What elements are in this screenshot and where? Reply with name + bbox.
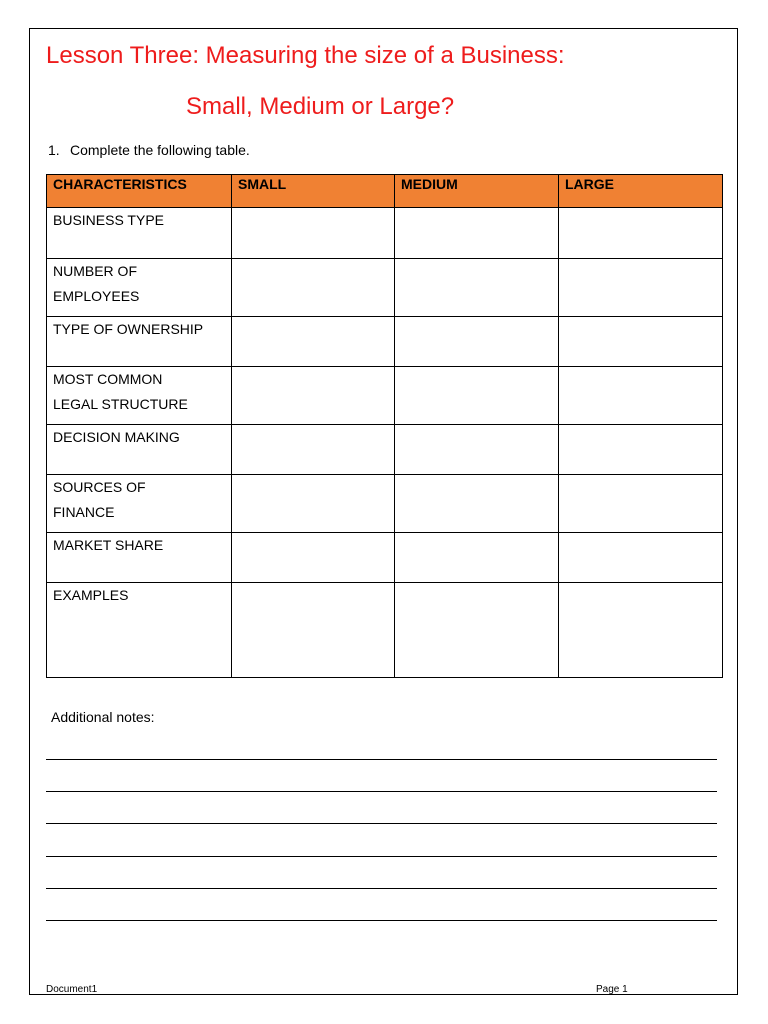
row-label-line: BUSINESS TYPE (53, 212, 165, 228)
row-label-line: EMPLOYEES (53, 288, 140, 304)
header-characteristics: CHARACTERISTICS (47, 175, 232, 208)
row-label-line: MARKET SHARE (53, 537, 164, 553)
table-header-row (47, 175, 723, 208)
footer-page-number: Page 1 (596, 984, 628, 995)
table-row (47, 583, 723, 678)
small-cell[interactable] (232, 583, 395, 678)
row-label-line: NUMBER OF (53, 263, 137, 279)
row-label-line: EXAMPLES (53, 587, 129, 603)
table-row (47, 475, 723, 533)
notes-line[interactable] (46, 791, 717, 792)
large-cell[interactable] (559, 317, 723, 367)
medium-cell[interactable] (395, 367, 559, 425)
small-cell[interactable] (232, 208, 395, 259)
medium-cell[interactable] (395, 259, 559, 317)
notes-line[interactable] (46, 823, 717, 824)
large-cell[interactable] (559, 425, 723, 475)
instruction-text: Complete the following table. (70, 142, 250, 158)
medium-cell[interactable] (395, 583, 559, 678)
medium-cell[interactable] (395, 208, 559, 259)
row-label (47, 208, 232, 259)
row-label-line: LEGAL STRUCTURE (53, 396, 188, 412)
medium-cell[interactable] (395, 317, 559, 367)
row-label-line: SOURCES OF (53, 479, 146, 495)
row-label (47, 583, 232, 678)
small-cell[interactable] (232, 367, 395, 425)
large-cell[interactable] (559, 583, 723, 678)
large-cell[interactable] (559, 259, 723, 317)
row-label (47, 533, 232, 583)
characteristics-table (46, 174, 723, 678)
small-cell[interactable] (232, 317, 395, 367)
page-title: Lesson Three: Measuring the size of a Business: (46, 42, 565, 69)
instruction-number: 1. (48, 142, 60, 158)
medium-cell[interactable] (395, 533, 559, 583)
row-label (47, 367, 232, 425)
header-medium: MEDIUM (395, 175, 559, 208)
row-label (47, 317, 232, 367)
medium-cell[interactable] (395, 425, 559, 475)
notes-line[interactable] (46, 759, 717, 760)
row-label (47, 259, 232, 317)
notes-line[interactable] (46, 856, 717, 857)
table-row (47, 533, 723, 583)
instruction (48, 142, 250, 158)
row-label-line: FINANCE (53, 504, 115, 520)
large-cell[interactable] (559, 367, 723, 425)
table-row (47, 317, 723, 367)
additional-notes-label: Additional notes: (51, 709, 155, 725)
table-row (47, 367, 723, 425)
notes-line[interactable] (46, 888, 717, 889)
row-label (47, 475, 232, 533)
row-label-line: MOST COMMON (53, 371, 163, 387)
footer-document-name: Document1 (46, 984, 98, 995)
small-cell[interactable] (232, 533, 395, 583)
small-cell[interactable] (232, 259, 395, 317)
large-cell[interactable] (559, 208, 723, 259)
header-large: LARGE (559, 175, 723, 208)
header-small: SMALL (232, 175, 395, 208)
large-cell[interactable] (559, 475, 723, 533)
row-label (47, 425, 232, 475)
table-row (47, 208, 723, 259)
large-cell[interactable] (559, 533, 723, 583)
row-label-line: TYPE OF OWNERSHIP (53, 321, 204, 337)
small-cell[interactable] (232, 425, 395, 475)
table-row (47, 425, 723, 475)
notes-line[interactable] (46, 920, 717, 921)
page-subtitle: Small, Medium or Large? (186, 93, 455, 120)
small-cell[interactable] (232, 475, 395, 533)
table-row (47, 259, 723, 317)
row-label-line: DECISION MAKING (53, 429, 180, 445)
medium-cell[interactable] (395, 475, 559, 533)
